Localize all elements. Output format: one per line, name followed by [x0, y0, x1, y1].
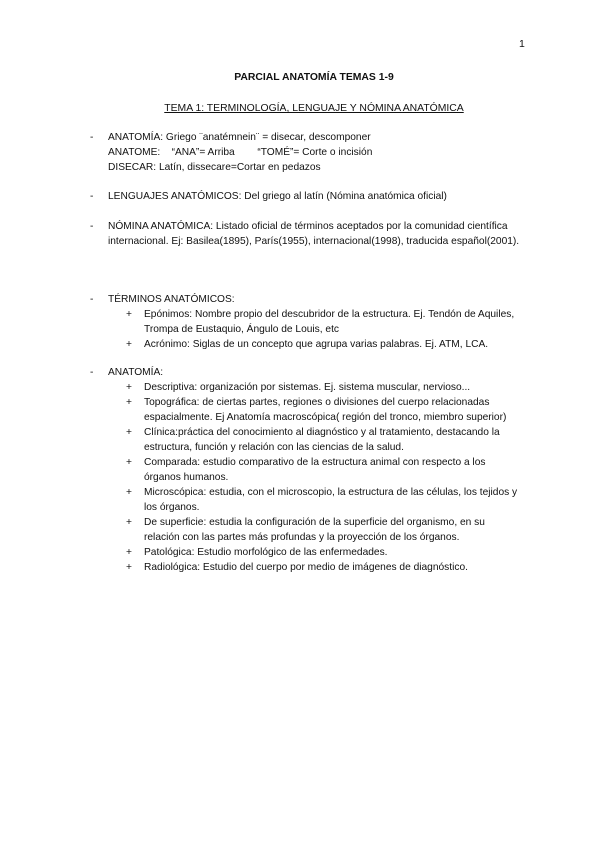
- plus-bullet: +: [126, 547, 132, 558]
- dash-bullet: -: [90, 294, 94, 305]
- nomina-text: NÓMINA ANATÓMICA: Listado oficial de términos aceptados por la comunidad científica internacional. Ej: Basilea(1895), París(1955), internacional(1998), traducida español(2001).: [108, 221, 520, 247]
- list-item-text: Epónimos: Nombre propio del descubridor de la estructura. Ej. Tendón de Aquiles, Trompa de Eustaquio, Ángulo de Louis, etc: [144, 309, 515, 335]
- list-item-text: Topográfica: de ciertas partes, regiones o divisiones del cuerpo relacionadas espacialmente. Ej Anatomía macroscópica( región del tronco, miembro superior): [144, 397, 507, 423]
- plus-bullet: +: [126, 309, 132, 320]
- lenguajes-text: LENGUAJES ANATÓMICOS: Del griego al latín (Nómina anatómica oficial): [108, 191, 447, 202]
- list-item-text: Clínica:práctica del conocimiento al diagnóstico y al tratamiento, destacando la estructura, función y relación con las ciencias de la salud.: [144, 427, 500, 453]
- list-item: [126, 515, 520, 545]
- list-item-text: Radiológica: Estudio del cuerpo por medio de imágenes de diagnóstico.: [144, 562, 468, 573]
- disecar-definition-line: DISECAR: Latín, dissecare=Cortar en pedazos: [108, 162, 321, 173]
- plus-bullet: +: [126, 427, 132, 438]
- plus-bullet: +: [126, 517, 132, 528]
- list-item-text: De superficie: estudia la configuración de la superficie del organismo, en su relación con las partes más profundas y la proyección de los órganos.: [144, 517, 485, 543]
- list-item-text: Patológica: Estudio morfológico de las enfermedades.: [144, 547, 388, 558]
- section-lenguajes-anatomicos: [90, 189, 520, 204]
- list-item: [126, 425, 520, 455]
- plus-bullet: +: [126, 457, 132, 468]
- list-item-text: Comparada: estudio comparativo de la estructura animal con respecto a los órganos humanos.: [144, 457, 486, 483]
- section-anatomia-definition: [90, 130, 520, 175]
- dash-bullet: -: [90, 191, 94, 202]
- list-item: [126, 395, 520, 425]
- list-item-text: Microscópica: estudia, con el microscopio, la estructura de las células, los tejidos y los órganos.: [144, 487, 518, 513]
- document-title: PARCIAL ANATOMÍA TEMAS 1-9: [234, 72, 394, 83]
- list-item: [126, 455, 520, 485]
- list-item: [126, 337, 520, 352]
- dash-bullet: -: [90, 132, 94, 143]
- dash-bullet: -: [90, 367, 94, 378]
- dash-bullet: -: [90, 221, 94, 232]
- anatomia-definition-line: ANATOMÍA: Griego ¨anatémnein¨ = disecar, descomponer: [108, 132, 371, 143]
- list-item: [126, 560, 520, 575]
- page-number: 1: [519, 38, 525, 50]
- plus-bullet: +: [126, 562, 132, 573]
- list-item: [126, 485, 520, 515]
- plus-bullet: +: [126, 397, 132, 408]
- terminos-heading: TÉRMINOS ANATÓMICOS:: [108, 294, 235, 305]
- list-item: [126, 380, 520, 395]
- list-item-text: Acrónimo: Siglas de un concepto que agrupa varias palabras. Ej. ATM, LCA.: [144, 339, 489, 350]
- section-nomina-anatomica: [90, 219, 520, 249]
- plus-bullet: +: [126, 487, 132, 498]
- list-item: [126, 545, 520, 560]
- list-item-text: Descriptiva: organización por sistemas. Ej. sistema muscular, nervioso...: [144, 382, 471, 393]
- section-terminos-anatomicos: [90, 292, 520, 352]
- plus-bullet: +: [126, 339, 132, 350]
- topic-heading: TEMA 1: TERMINOLOGÍA, LENGUAJE Y NÓMINA ANATÓMICA: [164, 103, 464, 114]
- plus-bullet: +: [126, 382, 132, 393]
- list-item: [126, 307, 520, 337]
- anatome-etymology-line: ANATOME: “ANA”= Arriba “TOMÉ”= Corte o incisión: [108, 147, 373, 158]
- anatomia-tipos-heading: ANATOMÍA:: [108, 367, 164, 378]
- section-anatomia-tipos: [90, 365, 520, 575]
